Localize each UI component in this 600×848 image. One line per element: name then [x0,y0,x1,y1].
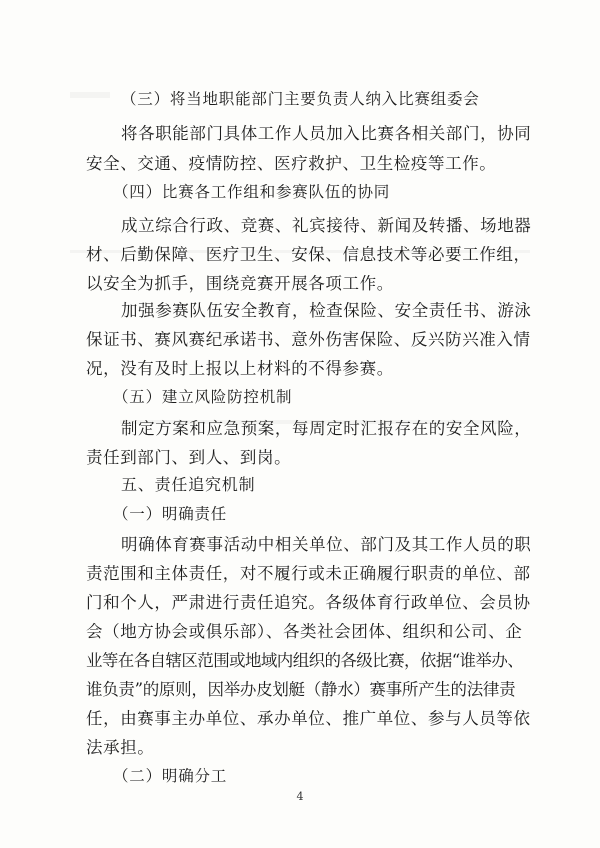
paragraph-line: 况，没有及时上报以上材料的不得参赛。 [86,359,394,378]
section-heading-5: 五、责任追究机制 [121,475,256,494]
paragraph-line: 成立综合行政、竞赛、礼宾接待、新闻及转播、场地器 [121,216,532,235]
paragraph-line: 将各职能部门具体工作人员加入比赛各相关部门，协同 [121,124,532,143]
subheading-2: （二）明确分工 [113,767,228,785]
subheading-1: （一）明确责任 [113,505,228,523]
paragraph-line: 责范围和主体责任，对不履行或未正确履行职责的单位、部 [86,564,531,583]
paragraph-line: 法承担。 [86,738,155,757]
subheading-5: （五）建立风险防控机制 [113,388,293,406]
subheading-3: （三）将当地职能部门主要负责人纳入比赛组委会 [121,90,480,108]
subheading-4: （四）比赛各工作组和参赛队伍的协同 [113,183,391,201]
bleed-mark [70,92,110,98]
paragraph-line: 任，由赛事主办单位、承办单位、推广单位、参与人员等依 [86,709,531,728]
paragraph-line: 会（地方协会或俱乐部）、各类社会团体、组织和公司、企 [86,622,523,641]
paragraph-line: 加强参赛队伍安全教育，检查保险、安全责任书、游泳 [121,301,532,320]
paragraph-line: 安全、交通、疫情防控、医疗救护、卫生检疫等工作。 [86,154,497,173]
paragraph-line: 谁负责”的原则，因举办皮划艇（静水）赛事所产生的法律责 [86,680,516,699]
paragraph-line: 材、后勤保障、医疗卫生、安保、信息技术等必要工作组， [86,245,531,264]
paragraph-line: 以安全为抓手，围绕竞赛开展各项工作。 [86,274,394,293]
paragraph-line: 明确体育赛事活动中相关单位、部门及其工作人员的职 [121,535,532,554]
paragraph-line: 制定方案和应急预案，每周定时汇报存在的安全风险， [121,419,532,438]
paragraph-line: 业等在各自辖区范围或地域内组织的各级比赛，依据“谁举办、 [86,651,524,670]
page-number: 4 [296,790,304,803]
paragraph-line: 保证书、赛风赛纪承诺书、意外伤害保险、反兴防兴准入情 [86,330,531,349]
paragraph-line: 责任到部门、到人、到岗。 [86,448,292,467]
paragraph-line: 门和个人，严肃进行责任追究。各级体育行政单位、会员协 [86,593,531,612]
